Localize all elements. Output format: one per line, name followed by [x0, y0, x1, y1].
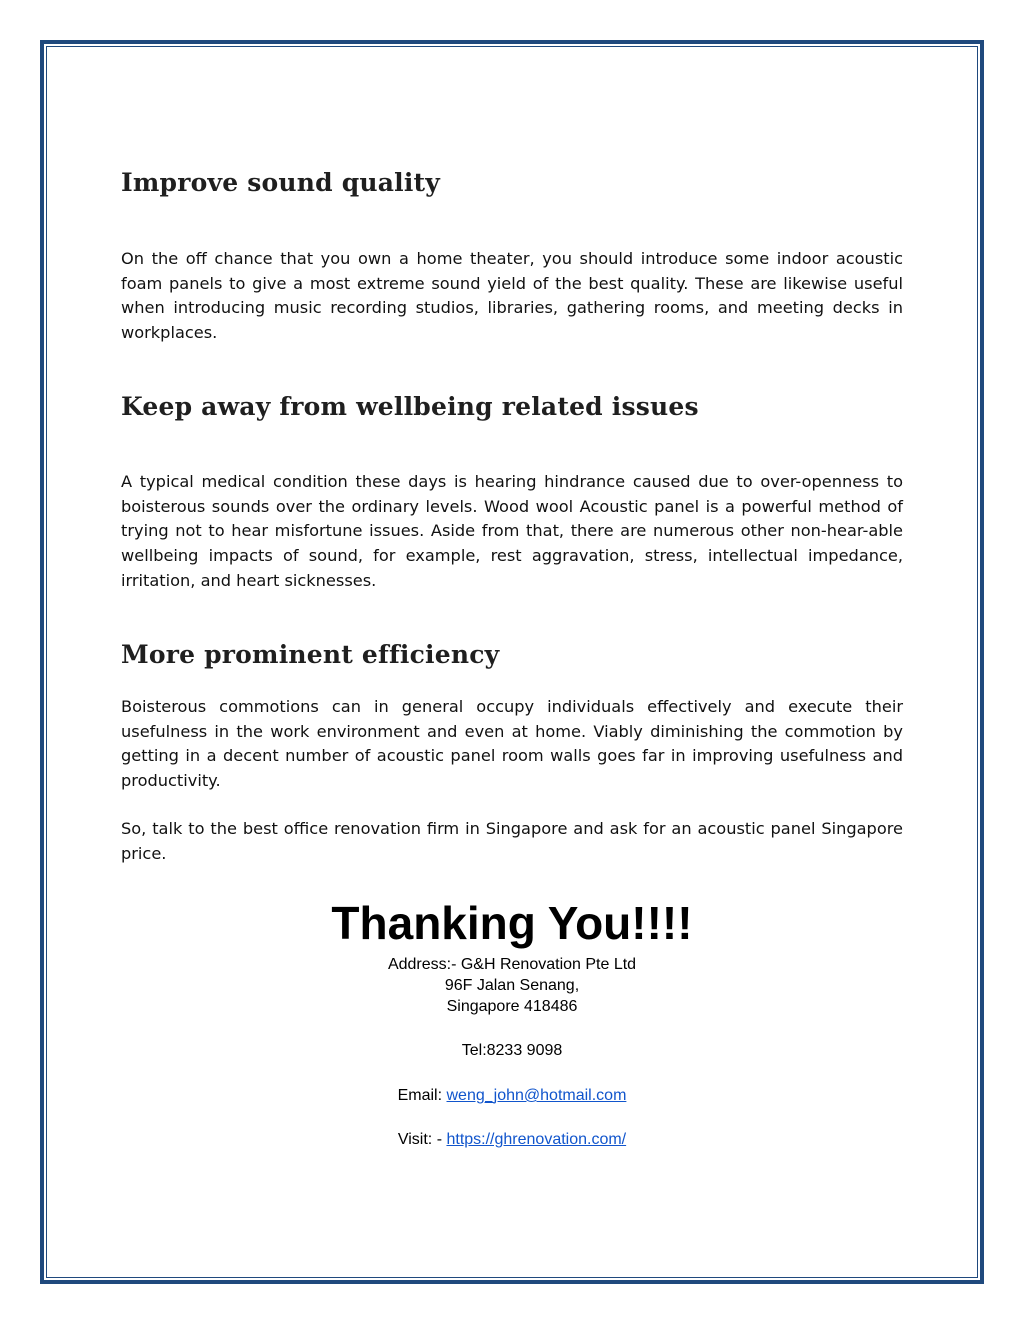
- section-paragraph-efficiency: Boisterous commotions can in general occupy individuals effectively and execute their usefulness in the work environment and even at home. Viably diminishing the commotion by getting in a decent number of acoustic panel room walls goes far in improving usefulness and productivity.: [121, 697, 903, 791]
- section-heading-wellbeing: Keep away from wellbeing related issues: [121, 392, 699, 421]
- visit-label: Visit: -: [397, 1131, 447, 1148]
- telephone: Tel:8233 9098: [461, 1042, 563, 1059]
- thanks-title: Thanking You!!!!: [331, 897, 693, 949]
- address-line-2: 96F Jalan Senang,: [444, 977, 580, 994]
- website-link[interactable]: https://ghrenovation.com/: [446, 1131, 627, 1148]
- email-label: Email:: [397, 1087, 447, 1104]
- email-link[interactable]: weng_john@hotmail.com: [446, 1087, 627, 1104]
- email-line: [0, 1086, 1024, 1106]
- section-paragraph-sound-quality: On the off chance that you own a home theater, you should introduce some indoor acoustic foam panels to give a most extreme sound yield of the best quality. These are likewise useful when introducing music recording studios, libraries, gathering rooms, and meeting decks in workplaces.: [121, 249, 903, 343]
- section-heading-efficiency: More prominent efficiency: [121, 640, 500, 669]
- closing-paragraph: So, talk to the best office renovation firm in Singapore and ask for an acoustic panel Singapore price.: [121, 819, 903, 863]
- address-line-3: Singapore 418486: [446, 998, 578, 1015]
- visit-line: [0, 1130, 1024, 1150]
- section-paragraph-wellbeing: A typical medical condition these days is hearing hindrance caused due to over-openness to boisterous sounds over the ordinary levels. Wood wool Acoustic panel is a powerful method of trying not to hear misfortune issues. Aside from that, there are numerous other non-hear-able wellbeing impacts of sound, for example, rest aggravation, stress, intellectual impedance, irritation, and heart sicknesses.: [121, 472, 903, 590]
- address-line-1: Address:- G&H Renovation Pte Ltd: [387, 956, 637, 973]
- section-heading-sound-quality: Improve sound quality: [121, 168, 441, 197]
